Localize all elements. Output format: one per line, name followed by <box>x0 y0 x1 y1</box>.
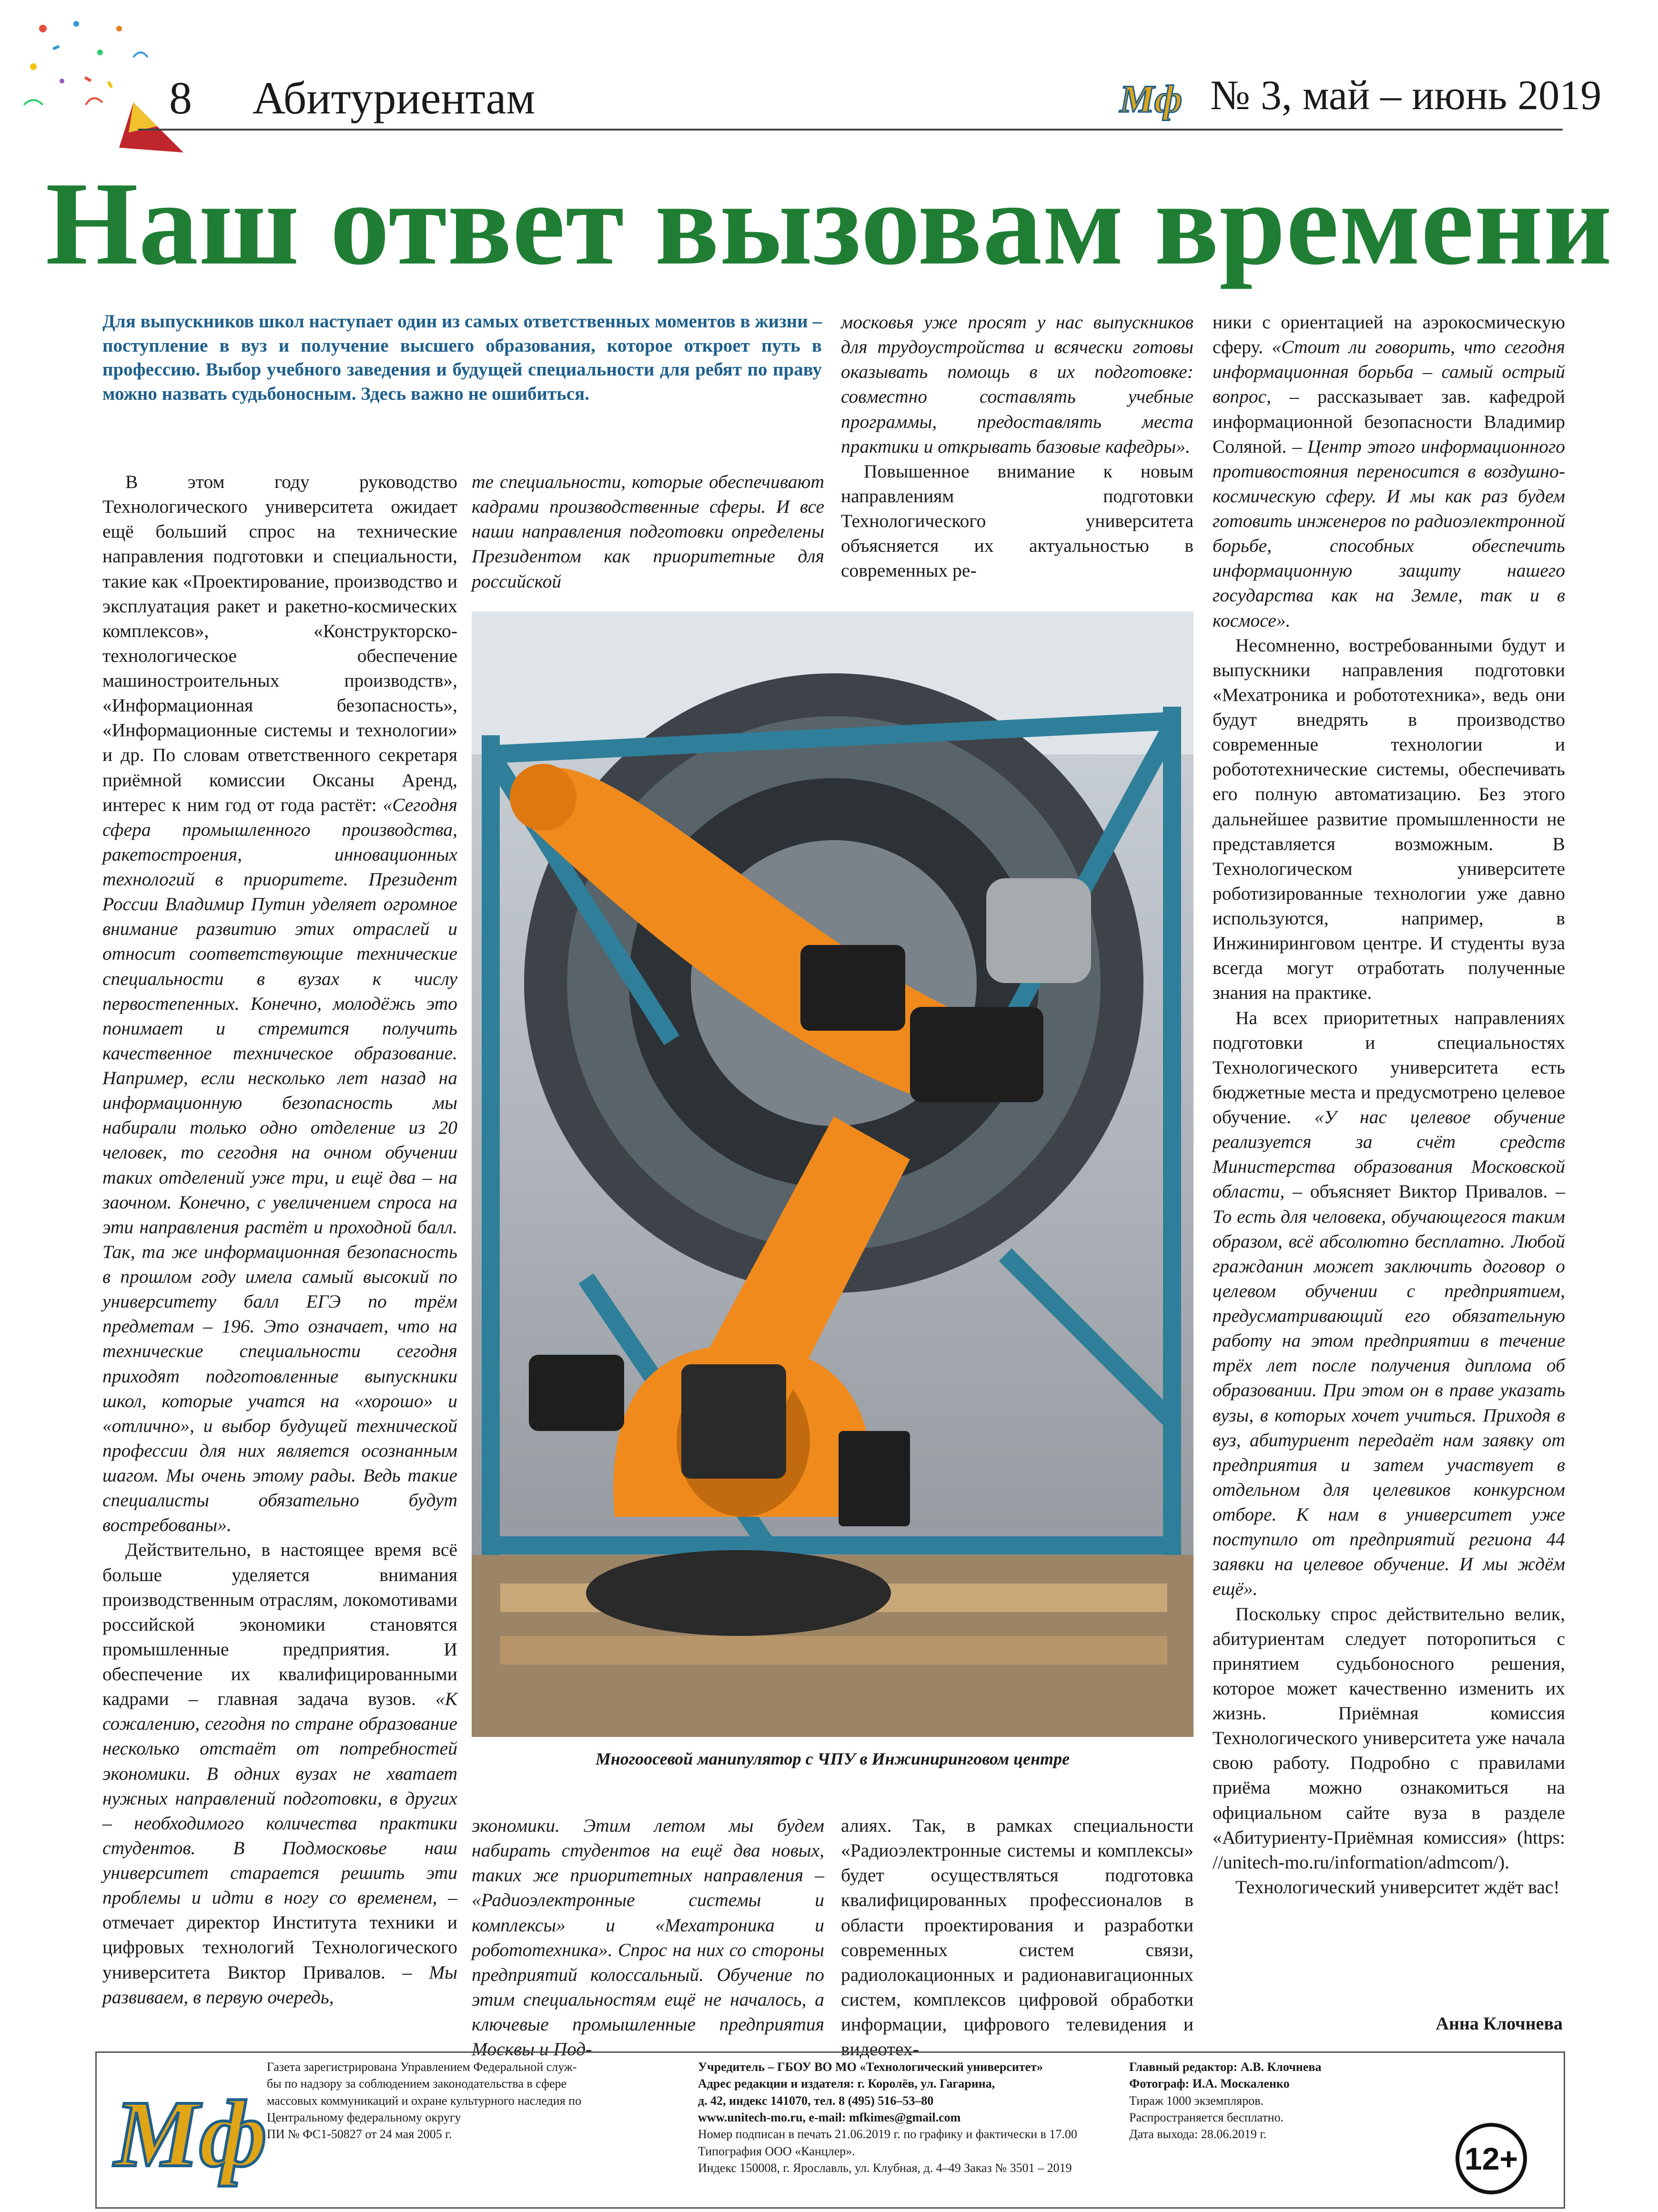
paragraph <box>472 1813 824 2061</box>
page-number: 8 <box>169 72 192 123</box>
imprint-line: бы по надзору за соблюдением законодательства в сфере <box>267 2077 567 2091</box>
text: – отмечает директор Института техники и цифровых технологий Технологического университета Виктор Привалов. – <box>102 1887 457 1983</box>
paragraph <box>1213 1005 1565 1602</box>
section-title: Абитуриентам <box>253 72 536 123</box>
imprint-line: Адрес редакции и издателя: г. Королёв, ул. Гагарина, <box>698 2077 995 2091</box>
quote: московья уже просят у нас выпускников для трудоустройства и всячески готовы оказывать помощь в их подготовке: совместно составлять учебные программы, предоставлять места практики и открывать базовые кафедры». <box>841 312 1193 457</box>
svg-text:Мф: Мф <box>114 2081 267 2187</box>
article-headline: Наш ответ вызовам времени <box>45 158 1613 290</box>
quote: Мы развиваем, в первую очередь, <box>102 1961 457 2008</box>
imprint-editorial <box>1129 2059 1396 2143</box>
paragraph <box>1213 310 1565 633</box>
imprint-registration <box>267 2059 681 2143</box>
text-column-3-bottom <box>841 1813 1193 2061</box>
text: ники с ориентацией на аэрокосмическую сферу. <box>1213 312 1565 358</box>
text-column-3-top <box>841 310 1193 583</box>
quote: те специальности, которые обеспечивают кадрами производственные сферы. И все наши направления подготовки определены Президентом как приоритетные для российской <box>472 471 824 592</box>
imprint-line: Номер подписан в печать 21.06.2019 г. по графику и фактически в 17.00 <box>698 2127 1077 2141</box>
text: Действительно, в настоящее время всё больше уделяется внимания производственным отраслям, локомотивами российской экономики становятся промышленные предприятия. И обеспечение их квалифицированными кадрами – главная задача вузов. <box>102 1539 457 1710</box>
paragraph: Технологический университет ждёт вас! <box>1235 1876 1560 1897</box>
photo-caption: Многоосевой манипулятор с ЧПУ в Инжиниринговом центре <box>595 1749 1070 1768</box>
imprint-line: Учредитель – ГБОУ ВО МО «Технологический университет» <box>698 2060 1043 2074</box>
article-lead: Для выпускников школ наступает один из самых ответственных моментов в жизни – поступление в вуз и получение высшего образования, которое откроет путь в профессию. Выбор учебного заведения и будущей специальности для ребят по праву можно назвать судьбоносным. Здесь важно не ошибиться. <box>102 311 822 405</box>
footer-logo <box>110 2063 267 2192</box>
imprint-line: www.unitech-mo.ru, e-mail: mfkimes@gmail.com <box>698 2111 961 2125</box>
text-column-4 <box>1213 310 1565 1899</box>
paragraph: Повышенное внимание к новым направлениям подготовки Технологического университета объясняется их актуальностью в современных ре- <box>841 460 1193 581</box>
newspaper-logo <box>1115 71 1183 124</box>
paragraph: Поскольку спрос действительно велик, абитуриентам следует поторопиться с принятием судьбоносного решения, которое может качественно изменить их жизнь. Приёмная комиссия Технологического университета уже начала свою работу. Подробно с правилами приёма можно ознакомиться на официальном сайте вуза в разделе «Абитуриенту-Приёмная комиссия» (https: //unitech-mo.ru/information/admcom/). <box>1213 1603 1565 1873</box>
quote: «У нас целевое обучение реализуется за счёт средств Министерства образования Московской области, <box>1213 1106 1565 1202</box>
paragraph: алиях. Так, в рамках специальности «Радиоэлектронные системы и комплексы» будет осуществляться подготовка квалифицированных профессионалов в области проектирования и разработки современных систем связи, радиолокационных и радионавигационных систем, комплексов цифровой обработки информации, цифрового телевидения и видеотех- <box>841 1815 1193 2060</box>
quote: «К сожалению, сегодня по стране образование несколько отстаёт от потребностей экономики. В одних вузах не хватает нужных направлений подготовки, в других – необходимого количества практики студентов. В Подмосковье наш университет старается решить эти проблемы и идти в ногу со временем, <box>102 1688 457 1908</box>
issue-info: № 3, май – июнь 2019 <box>1210 72 1602 119</box>
imprint-line: Индекс 150008, г. Ярославль, ул. Клубная, д. 4–49 Заказ № 3501 – 2019 <box>698 2161 1072 2175</box>
imprint-line: Типография ООО «Канцлер». <box>698 2144 855 2158</box>
age-rating-badge: 12+ <box>1456 2123 1527 2194</box>
text-column-1 <box>102 469 457 2009</box>
imprint-line: массовых коммуникаций и охране культурного наследия по <box>267 2093 582 2108</box>
imprint-line: ПИ № ФС1-50827 от 24 мая 2005 г. <box>267 2127 452 2141</box>
header-divider <box>138 129 1563 131</box>
paragraph: Несомненно, востребованными будут и выпускники направления подготовки «Мехатроника и робототехника», ведь они будут внедрять в производство современные технологии и робототехнические системы, обеспечивать его полную автоматизацию. Без этого дальнейшее развитие промышленности не представляется возможным. В Технологическом университете роботизированные технологии уже давно используются, например, в Инжиниринговом центре. И студенты вуза всегда могут отработать полученные знания на практике. <box>1213 634 1565 1004</box>
confetti-popper-icon <box>14 10 186 152</box>
quote: «Стоит ли говорить, что сегодня информационная борьба – самый острый вопрос, – <box>1213 336 1565 407</box>
imprint-line: Дата выхода: 28.06.2019 г. <box>1129 2127 1267 2141</box>
quote: экономики. Этим летом мы будем набирать студентов на ещё два новых, таких же приоритетных направления – «Радиоэлектронные системы и комплексы» и «Мехатроника и робототехника». Спрос на них со стороны предприятий колоссальный. Обучение по этим специальностям ещё не началось, а ключевые промышленные предприятия Москвы и Под- <box>472 1815 824 2060</box>
imprint-line: д. 42, индекс 141070, тел. 8 (495) 516–53–80 <box>698 2093 934 2108</box>
text: – объясняет Виктор Привалов. – <box>1284 1181 1565 1202</box>
imprint-publisher <box>698 2059 1117 2177</box>
imprint-line: Главный редактор: А.В. Клочнева <box>1129 2060 1322 2074</box>
svg-text:Мф: Мф <box>1120 77 1183 121</box>
text: На всех приоритетных направлениях подготовки и специальностях Технологического университета есть бюджетные места и предусмотрено целевое обучение. <box>1213 1007 1565 1127</box>
quote: Центр этого информационного противостояния переносится в воздушно-космическую сферу. И мы как раз будем готовить инженеров по радиоэлектронной борьбе, способных обеспечить информационную защиту нашего государства как на Земле, так и в космосе». <box>1213 436 1565 631</box>
paragraph <box>841 310 1193 459</box>
robot-arm-photo <box>472 611 1193 1737</box>
text-column-2-bottom <box>472 1813 824 2061</box>
text: В этом году руководство Технологического университета ожидает ещё больший спрос на технические направления подготовки и специальности, такие как «Проектирование, производство и эксплуатация ракет и ракетно-космических комплексов», «Конструкторско-технологическое обеспечение машиностроительных производств», «Информационная безопасность», «Информационные системы и технологии» и др. По словам ответственного секретаря приёмной комиссии Оксаны Аренд, интерес к ним год от года растёт: <box>102 471 457 815</box>
imprint-line: Распространяется бесплатно. <box>1129 2111 1284 2125</box>
paragraph <box>472 469 824 594</box>
text-column-2-top <box>472 469 824 594</box>
paragraph <box>102 469 457 1537</box>
text: рассказывает зав. кафедрой информационной безопасности Владимир Соляной. – <box>1213 386 1565 457</box>
imprint-line: Тираж 1000 экземпляров. <box>1129 2093 1264 2108</box>
article-author: Анна Клочнева <box>1436 2014 1563 2034</box>
imprint-line: Фотограф: И.А. Москаленко <box>1129 2077 1290 2091</box>
imprint-line: Центральному федеральному округу <box>267 2111 461 2125</box>
quote: «Сегодня сфера промышленного производства, ракетостроения, инновационных технологий в приоритете. Президент России Владимир Путин уделяет огромное внимание развитию этих отраслей и относит соответствующие технические специальности в вузах к числу первостепенных. Конечно, молодёжь это понимает и стремится получить качественное техническое образование. Например, если несколько лет назад на информационную безопасность мы набирали только одно отделение из 20 человек, то сегодня на очном обучении таких отделений уже три, и ещё два – на заочном. Конечно, с увеличением спроса на эти направления растёт и проходной балл. Так, та же информационная безопасность в прошлом году имела самый высокий по университету балл ЕГЭ по трём предметам – 196. Это означает, что на технические специальности сегодня приходят подготовленные выпускники школ, которые учатся на «хорошо» и «отлично», и выбор будущей технической профессии для них является осознанным шагом. Мы очень этому рады. Ведь такие специалисты обязательно будут востребованы». <box>102 794 457 1536</box>
imprint-line: Газета зарегистрирована Управлением Федеральной служ- <box>267 2060 577 2074</box>
quote: То есть для человека, обучающегося таким образом, всё абсолютно бесплатно. Любой гражданин может заключить договор о целевом обучении с предприятием, предусматривающий его обязательную работу на этом предприятии в течение трёх лет после получения диплома об образовании. При этом он в праве указать вузы, в которых хочет учиться. Приходя в вуз, абитуриент передаёт нам заявку от предприятия и затем участвует в отдельном для целевиков конкурсном отборе. К нам в университет уже поступило от предприятий региона 44 заявки на целевое обучение. И мы ждём ещё». <box>1213 1206 1565 1600</box>
paragraph <box>102 1537 457 2009</box>
